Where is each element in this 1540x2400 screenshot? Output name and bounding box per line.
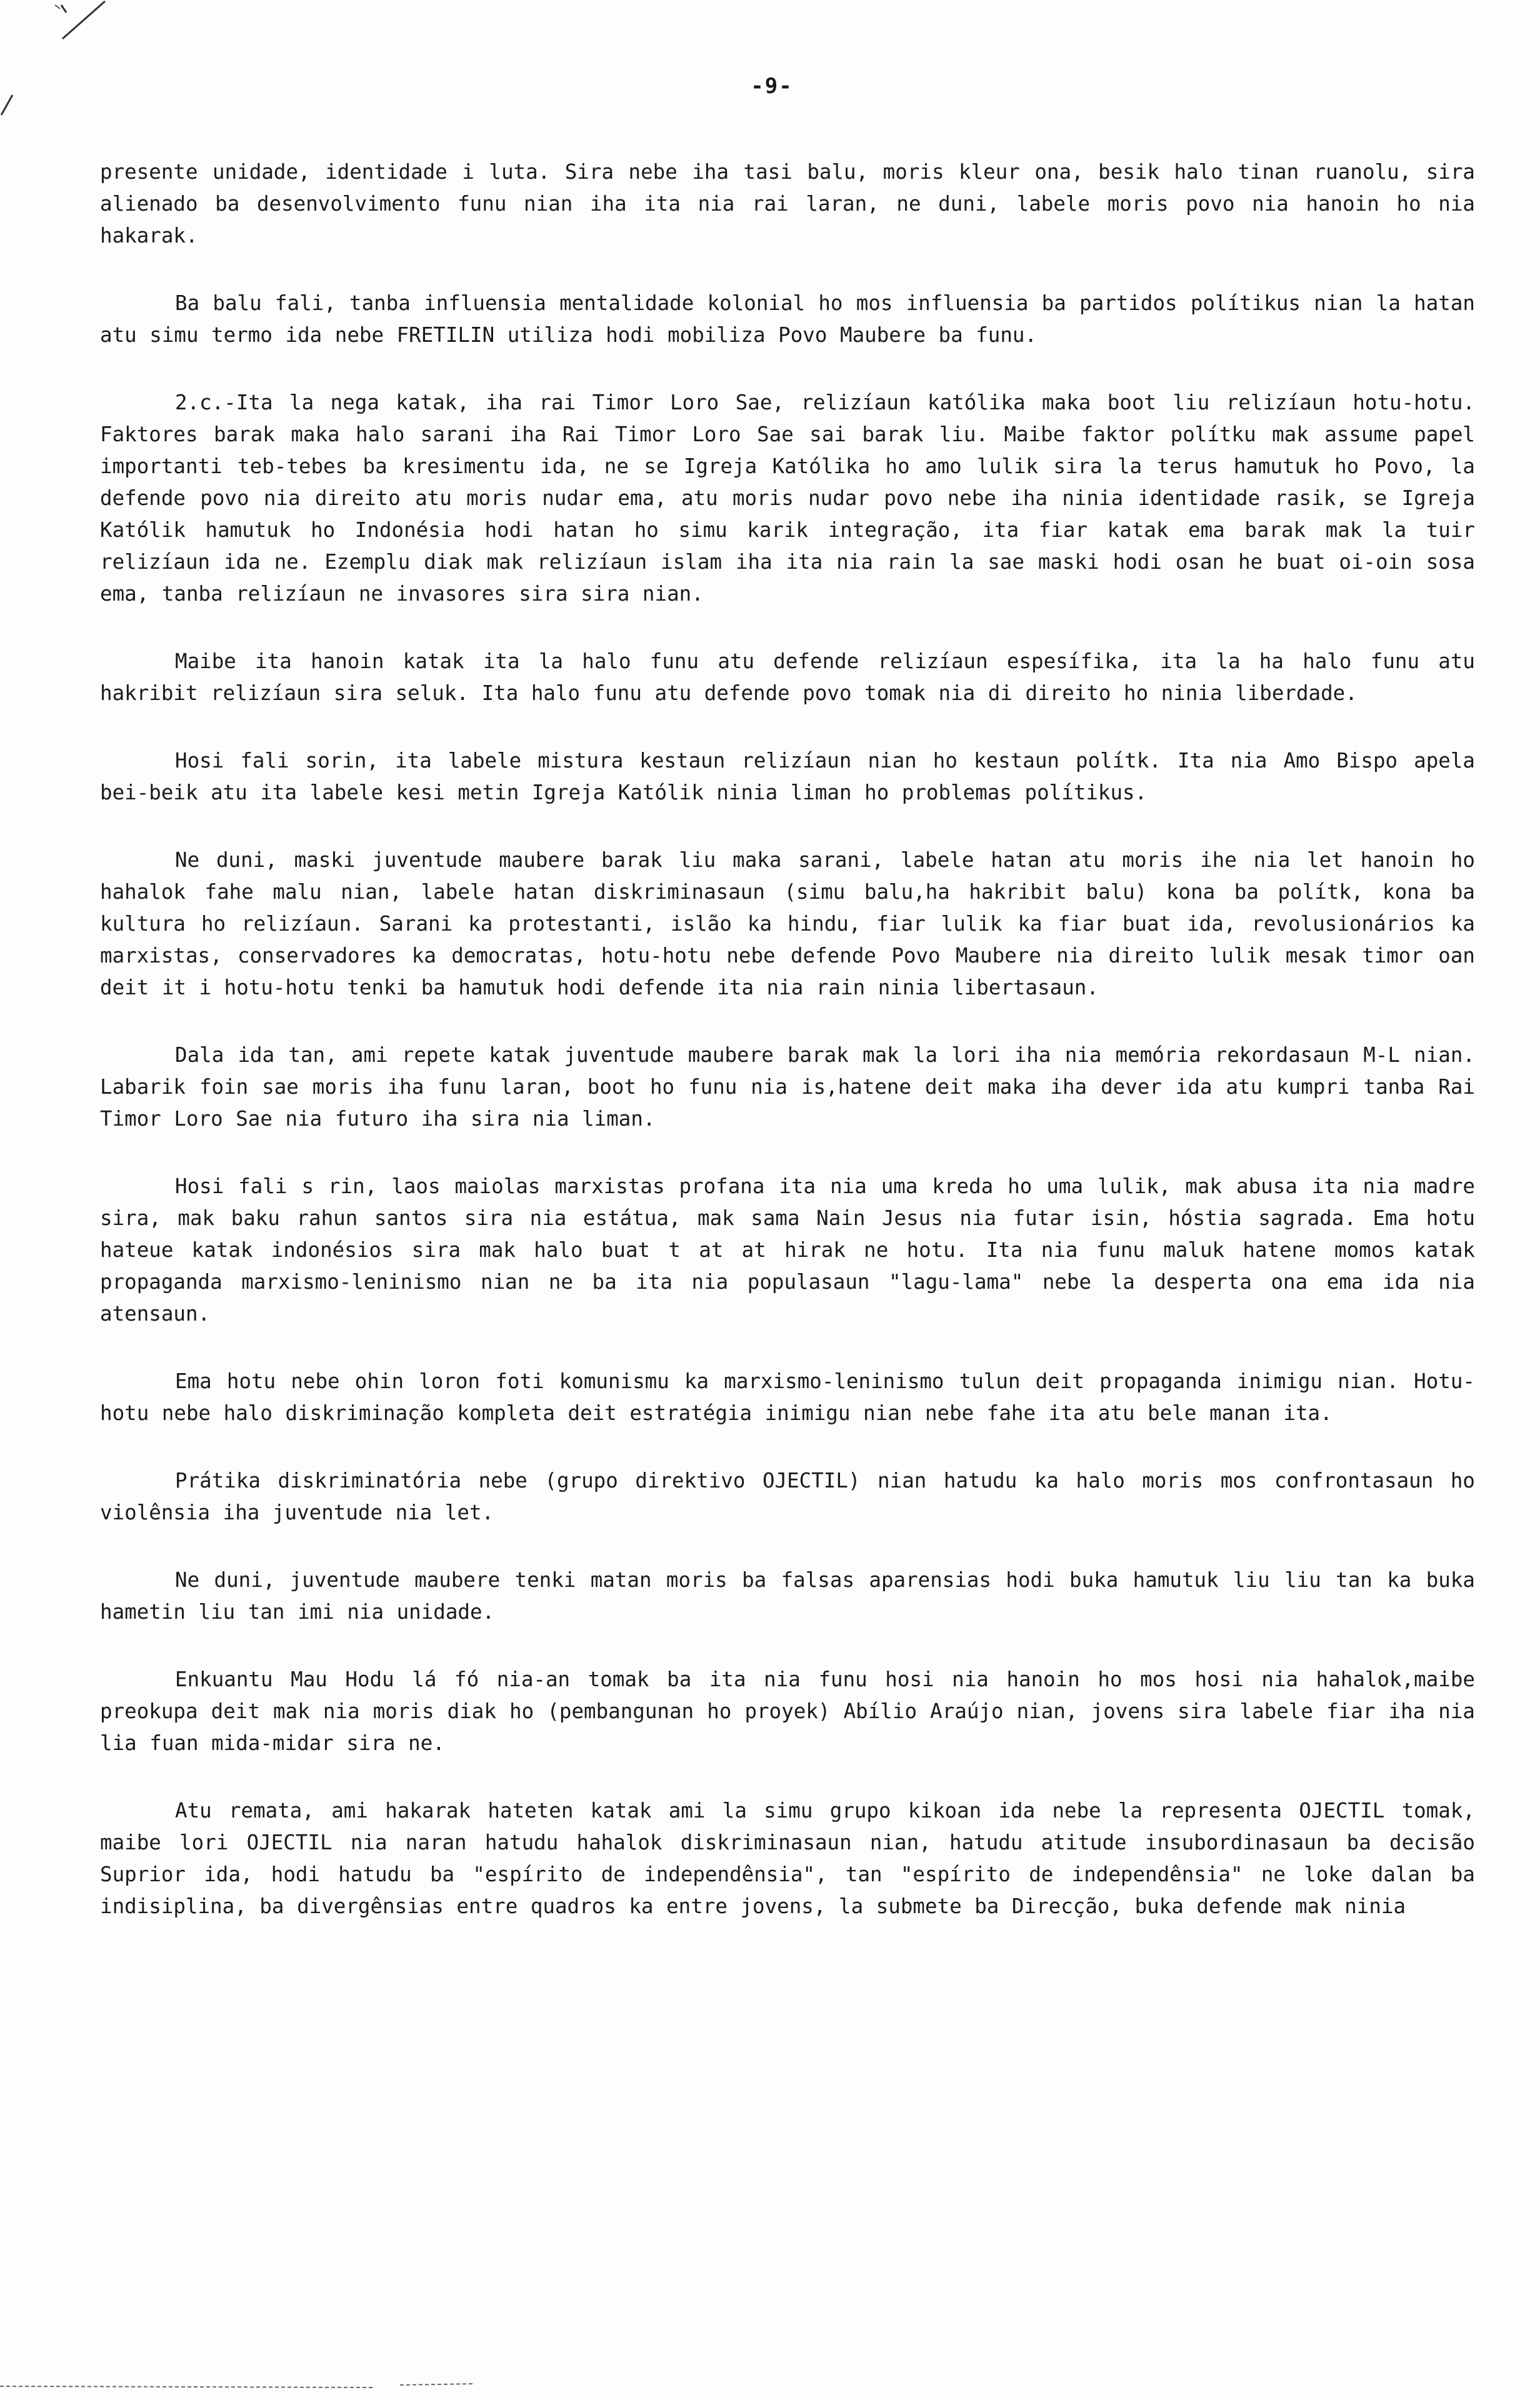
paragraph-11: Ne duni, juventude maubere tenki matan moris ba falsas aparensias hodi buka hamutuk liu liu tan ka buka hametin liu tan imi nia unidade.	[100, 1568, 1475, 1624]
paragraph-6: Ne duni, maski juventude maubere barak liu maka sarani, labele hatan atu moris ihe nia let hanoin ho hahalok fahe malu nian, labele hatan diskriminasaun (simu balu,ha hakribit balu) kona ba polítk, kona ba kultura ho relizíaun. Sarani ka protestanti, islão ka hindu, fiar lulik ka fiar buat ida, revolusionários ka marxistas, conservadores ka democratas, hotu-hotu nebe defende Povo Maubere nia direito lulik mesak timor oan deit it i hotu-hotu tenki ba hamutuk hodi defende ita nia rain ninia libertasaun.	[100, 848, 1475, 999]
paragraph-2: Ba balu fali, tanba influensia mentalidade kolonial ho mos influensia ba partidos polítikus nian la hatan atu simu termo ida nebe FRETILIN utiliza hodi mobiliza Povo Maubere ba funu.	[100, 291, 1475, 347]
bottom-scan-edge	[0, 2375, 1540, 2394]
paragraph-10: Prátika diskriminatória nebe (grupo direktivo OJECTIL) nian hatudu ka halo moris mos confrontasaun ho violênsia iha juventude nia let.	[100, 1469, 1475, 1524]
paragraph-7: Dala ida tan, ami repete katak juventude maubere barak mak la lori iha nia memória rekordasaun M-L nian. Labarik foin sae moris iha funu laran, boot ho funu nia is,hatene deit maka iha dever ida atu kumpri tanba Rai Timor Loro Sae nia futuro iha sira nia liman.	[100, 1043, 1475, 1131]
paragraph-1: presente unidade, identidade i luta. Sira nebe iha tasi balu, moris kleur ona, besik halo tinan ruanolu, sira alienado ba desenvolvimento funu nian iha ita nia rai laran, ne duni, labele moris povo nia hanoin ho nia hakarak.	[100, 160, 1475, 248]
paragraph-9: Ema hotu nebe ohin loron foti komunismu ka marxismo-leninismo tulun deit propaganda inimigu nian. Hotu-hotu nebe halo diskriminação kompleta deit estratégia inimigu nian nebe fahe ita atu bele manan ita.	[100, 1369, 1475, 1425]
paragraph-12: Enkuantu Mau Hodu lá fó nia-an tomak ba ita nia funu hosi nia hanoin ho mos hosi nia hahalok,maibe preokupa deit mak nia moris diak ho (pembangunan ho proyek) Abílio Araújo nian, jovens sira labele fiar iha nia lia fuan mida-midar sira ne.	[100, 1668, 1475, 1755]
pen-stroke-mark	[44, 0, 119, 56]
paragraph-4: Maibe ita hanoin katak ita la halo funu atu defende relizíaun espesífika, ita la ha halo funu atu hakribit relizíaun sira seluk. Ita halo funu atu defende povo tomak nia di direito ho ninia liberdade.	[100, 649, 1475, 705]
paragraph-5: Hosi fali sorin, ita labele mistura kestaun relizíaun nian ho kestaun polítk. Ita nia Amo Bispo apela bei-beik atu ita labele kesi metin Igreja Katólik ninia liman ho problemas polítikus.	[100, 749, 1475, 804]
paragraph-13: Atu remata, ami hakarak hateten katak ami la simu grupo kikoan ida nebe la representa OJECTIL tomak, maibe lori OJECTIL nia naran hatudu hahalok diskriminasaun nian, hatudu atitude insubordinasaun ba decisão Suprior ida, hodi hatudu ba "espírito de independênsia", tan "espírito de independênsia" ne loke dalan ba indisiplina, ba divergênsias entre quadros ka entre jovens, la submete ba Direcção, buka defende mak ninia	[100, 1799, 1475, 1918]
page-number: -9-	[751, 74, 793, 99]
body-text	[100, 156, 1475, 1958]
paragraph-3: 2.c.-Ita la nega katak, iha rai Timor Loro Sae, relizíaun katólika maka boot liu relizíaun hotu-hotu. Faktores barak maka halo sarani iha Rai Timor Loro Sae sai barak liu. Maibe faktor polítku mak assume papel importanti teb-tebes ba kresimentu ida, ne se Igreja Katólika ho amo lulik sira la terus hamutuk ho Povo, la defende povo nia direito atu moris nudar ema, atu moris nudar povo nebe iha ninia identidade rasik, se Igreja Katólik hamutuk ho Indonésia hodi hatan ho simu karik integração, ita fiar katak ema barak mak la tuir relizíaun ida ne. Ezemplu diak mak relizíaun islam iha ita nia rain la sae maski hodi osan he buat oi-oin sosa ema, tanba relizíaun ne invasores sira sira nian.	[100, 391, 1475, 606]
paragraph-8: Hosi fali s rin, laos maiolas marxistas profana ita nia uma kreda ho uma lulik, mak abusa ita nia madre sira, mak baku rahun santos sira nia estátua, mak sama Nain Jesus nia futar isin, hóstia sagrada. Ema hotu hateue katak indonésios sira mak halo buat t at at hirak ne hotu. Ita nia funu maluk hatene momos katak propaganda marxismo-leninismo nian ne ba ita nia populasaun "lagu-lama" nebe la desperta ona ema ida nia atensaun.	[100, 1174, 1475, 1326]
margin-tick-mark	[0, 88, 19, 119]
